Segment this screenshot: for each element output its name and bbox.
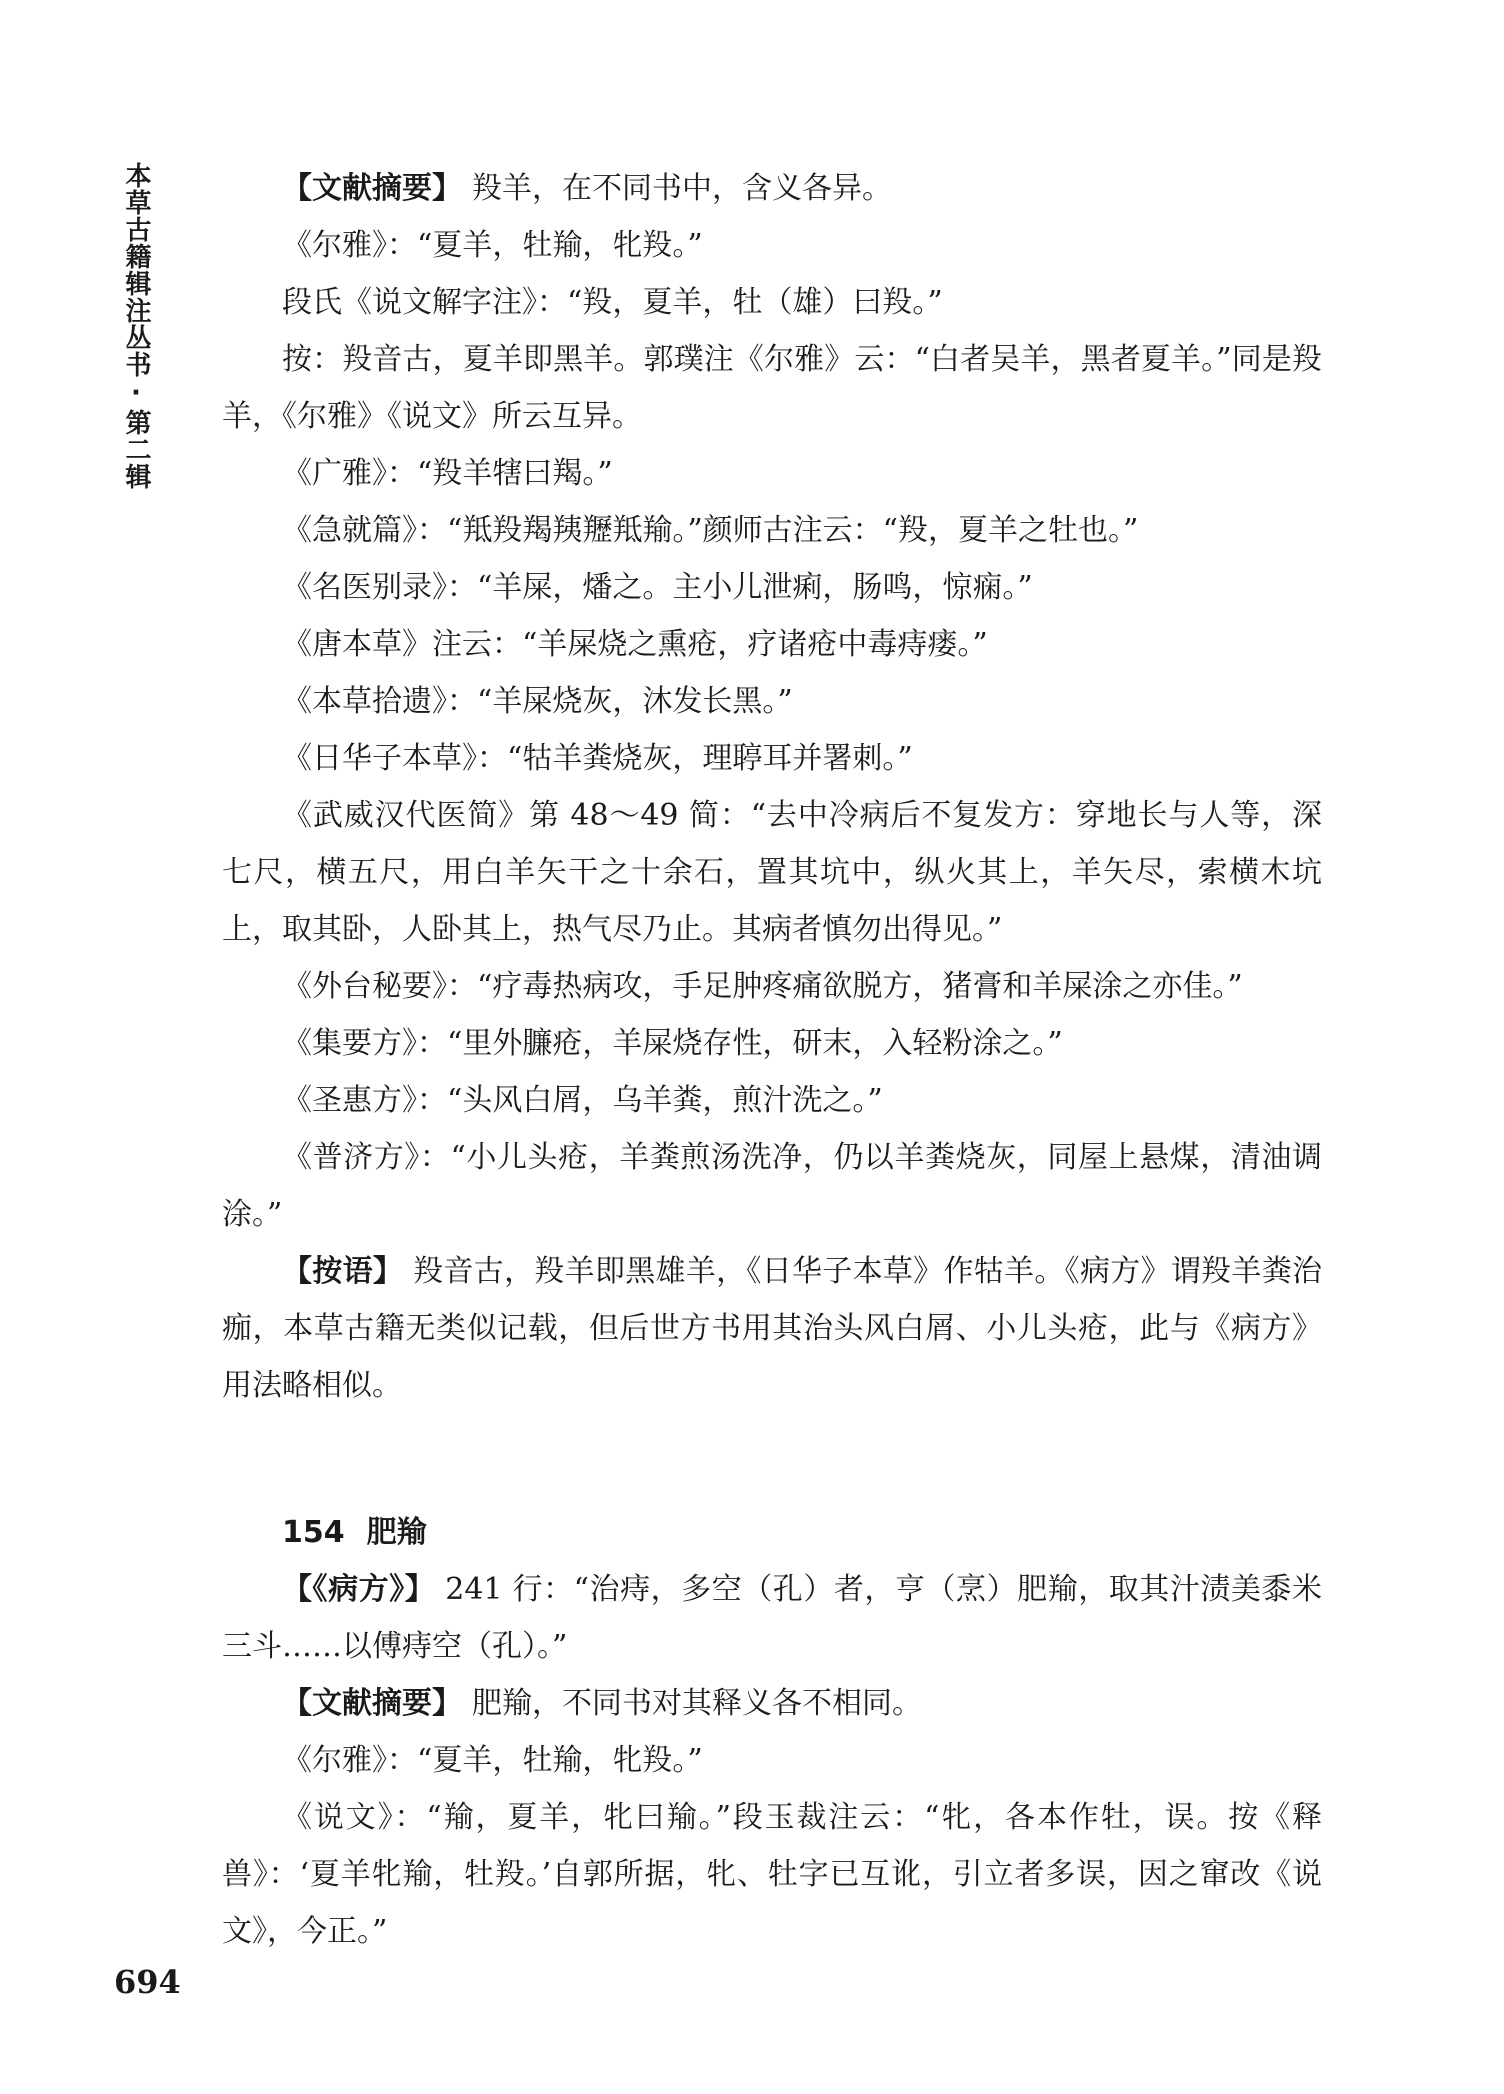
paragraph-text: 《日华子本草》：“牯羊粪烧灰，理聤耳并署刺。” xyxy=(282,741,913,776)
paragraph xyxy=(222,1129,1322,1243)
paragraph xyxy=(222,1072,1322,1129)
paragraph xyxy=(222,217,1322,274)
paragraph xyxy=(222,274,1322,331)
paragraph-text: 《急就篇》：“羝羖羯羠䍽羝羭。”颜师古注云：“羖，夏羊之牡也。” xyxy=(282,513,1139,548)
paragraph-text: 《圣惠方》：“头风白屑，乌羊粪，煎汁洗之。” xyxy=(282,1083,883,1118)
paragraph xyxy=(222,445,1322,502)
page-number: 694 xyxy=(114,1963,181,2001)
paragraph xyxy=(222,787,1322,958)
paragraph-text: 肥羭，不同书对其释义各不相同。 xyxy=(472,1686,922,1721)
running-header-series-title: 本草古籍辑注丛书·第二辑 xyxy=(121,162,151,490)
page-body xyxy=(222,160,1322,1960)
section-feiyu xyxy=(222,1561,1322,1960)
section-yangshi xyxy=(222,160,1322,1414)
paragraph xyxy=(222,1789,1322,1960)
paragraph xyxy=(222,1015,1322,1072)
paragraph-text: 《本草拾遗》：“羊屎烧灰，沐发长黑。” xyxy=(282,684,793,719)
paragraph-text: 《尔雅》：“夏羊，牡羭，牝羖。” xyxy=(282,228,703,263)
paragraph xyxy=(222,559,1322,616)
paragraph xyxy=(222,673,1322,730)
paragraph xyxy=(222,1243,1322,1414)
paragraph-text: 《说文》：“羭，夏羊，牝曰羭。”段玉裁注云：“牝，各本作牡，误。按《释兽》：‘夏羊牝羭，牡羖。’自郭所据，牝、牡字已互讹，引立者多误，因之窜改《说文》，今正。” xyxy=(222,1800,1322,1949)
paragraph xyxy=(222,1675,1322,1732)
paragraph-text: 《广雅》：“羖羊犗曰羯。” xyxy=(282,456,613,491)
paragraph-text: 《尔雅》：“夏羊，牡羭，牝羖。” xyxy=(282,1743,703,1778)
paragraph-label: 【按语】 xyxy=(282,1254,404,1289)
paragraph xyxy=(222,331,1322,445)
paragraph xyxy=(222,160,1322,217)
paragraph-label: 【文献摘要】 xyxy=(282,1686,462,1721)
entry-title: 肥羭 xyxy=(366,1515,427,1550)
paragraph xyxy=(222,616,1322,673)
paragraph-text: 羖羊，在不同书中，含义各异。 xyxy=(472,171,892,206)
paragraph-text: 《名医别录》：“羊屎，燔之。主小儿泄痢，肠鸣，惊痫。” xyxy=(282,570,1033,605)
paragraph-text: 《唐本草》注云：“羊屎烧之熏疮，疗诸疮中毒痔瘘。” xyxy=(282,627,988,662)
paragraph xyxy=(222,958,1322,1015)
paragraph xyxy=(222,1732,1322,1789)
entry-heading xyxy=(222,1504,1322,1561)
paragraph-text: 按：羖音古，夏羊即黑羊。郭璞注《尔雅》云：“白者吴羊，黑者夏羊。”同是羖羊，《尔雅》《说文》所云互异。 xyxy=(222,342,1322,434)
paragraph-text: 《武威汉代医简》第 48～49 简：“去中冷病后不复发方：穿地长与人等，深七尺，横五尺，用白羊矢干之十余石，置其坑中，纵火其上，羊矢尽，索横木坑上，取其卧，人卧其上，热气尽乃止。其病者慎勿出得见。” xyxy=(222,798,1322,947)
paragraph-text: 羖音古，羖羊即黑雄羊，《日华子本草》作牯羊。《病方》谓羖羊粪治痂，本草古籍无类似记载，但后世方书用其治头风白屑、小儿头疮，此与《病方》用法略相似。 xyxy=(222,1254,1323,1403)
paragraph-label: 【《病方》】 xyxy=(282,1572,436,1607)
paragraph-text: 段氏《说文解字注》：“羖，夏羊，牡（雄）曰羖。” xyxy=(282,285,943,320)
paragraph xyxy=(222,502,1322,559)
paragraph-text: 《普济方》：“小儿头疮，羊粪煎汤洗净，仍以羊粪烧灰，同屋上悬煤，清油调涂。” xyxy=(222,1140,1322,1232)
paragraph-text: 241 行：“治痔，多空（孔）者，亨（烹）肥羭，取其汁渍美黍米三斗……以傅痔空（孔）。” xyxy=(222,1572,1322,1664)
entry-number: 154 xyxy=(282,1515,345,1550)
paragraph-label: 【文献摘要】 xyxy=(282,171,462,206)
paragraph xyxy=(222,730,1322,787)
paragraph-text: 《集要方》：“里外臁疮，羊屎烧存性，研末，入轻粉涂之。” xyxy=(282,1026,1063,1061)
paragraph xyxy=(222,1561,1322,1675)
paragraph-text: 《外台秘要》：“疗毒热病攻，手足肿疼痛欲脱方，猪膏和羊屎涂之亦佳。” xyxy=(282,969,1243,1004)
